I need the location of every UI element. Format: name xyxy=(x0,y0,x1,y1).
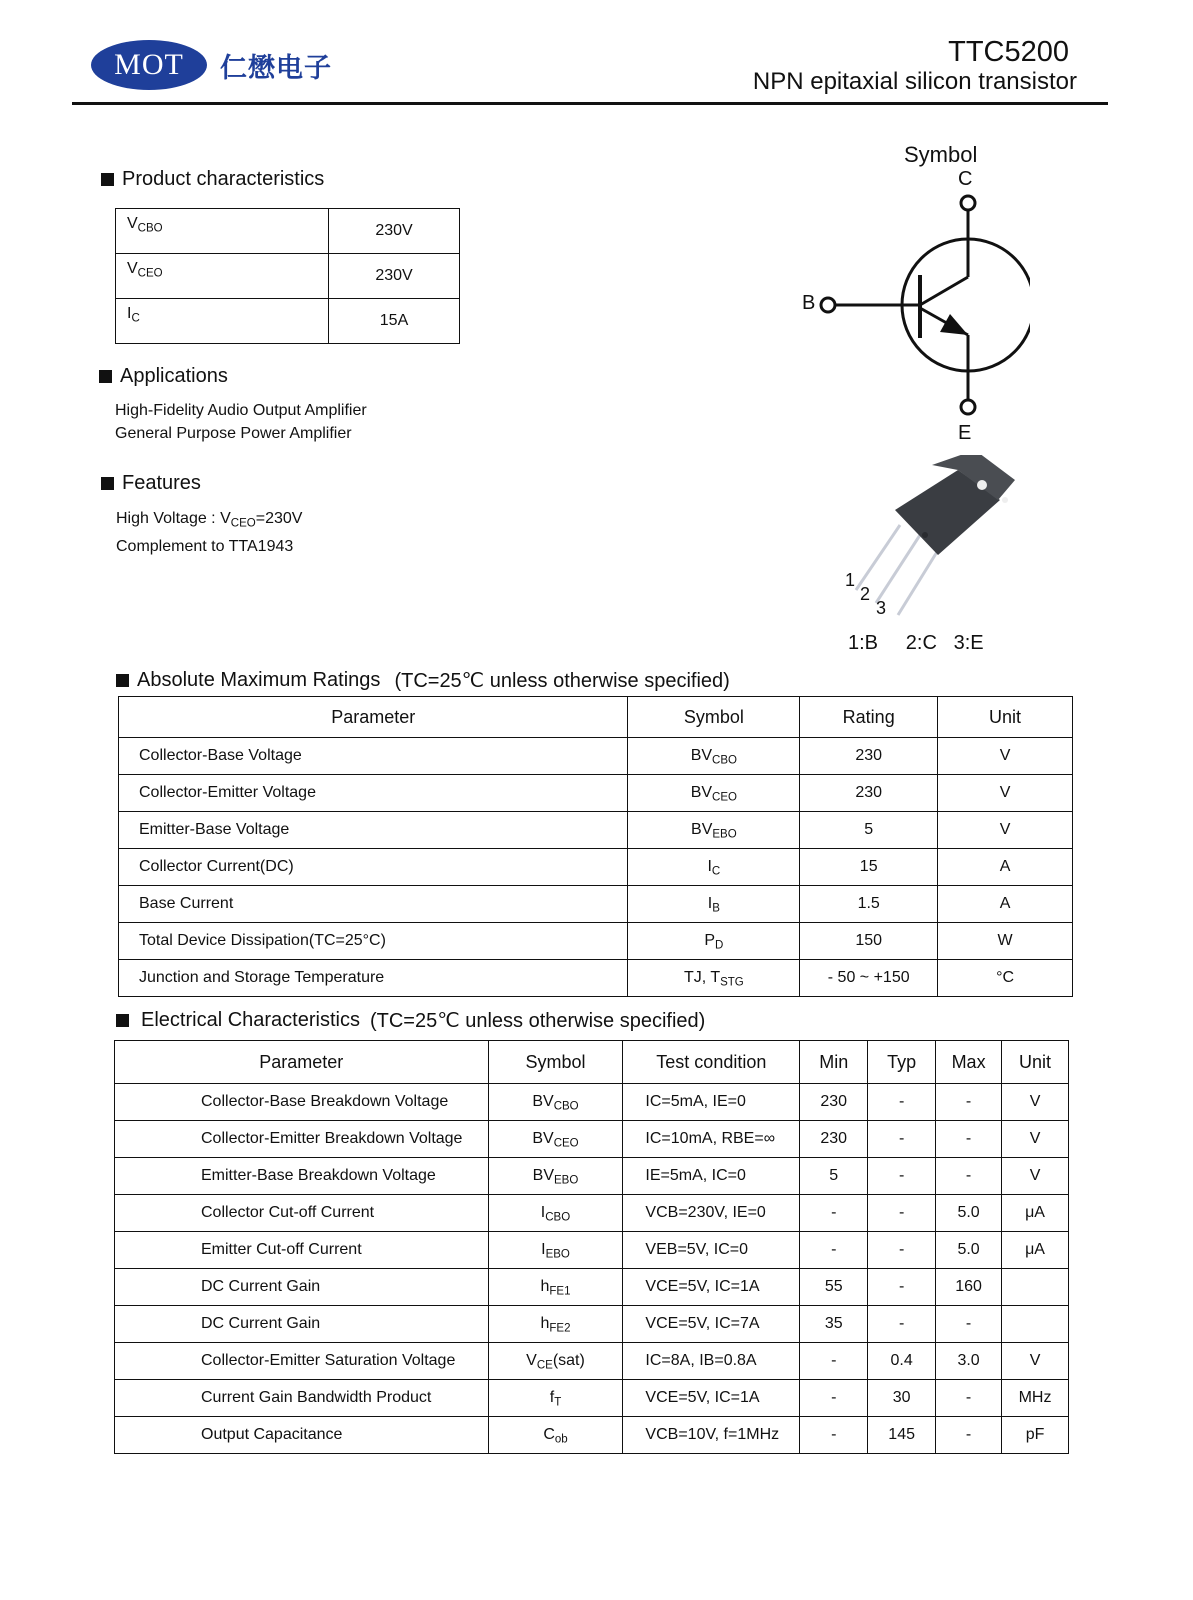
table-row: Collector Current(DC) $I_C$ 15 A xyxy=(119,849,1073,886)
list-item: Complement to TTA1943 xyxy=(116,538,294,555)
table-row: Emitter-Base Breakdown Voltage $BV_{EBO}$ IE=5mA, IC=0 5 - - V xyxy=(115,1158,1069,1195)
table-row: Junction and Storage Temperature TJ, $T_{STG}$ - 50 ~ +150 °C xyxy=(119,960,1073,997)
pin-map: 1:B 2:C 3:E xyxy=(848,632,984,654)
table-row: Collector-Emitter Voltage $BV_{CEO}$ 230 V xyxy=(119,775,1073,812)
table-row: Current Gain Bandwidth Product $f_T$ VCE=5V, IC=1A - 30 - MHz xyxy=(115,1380,1069,1417)
company-name-cn: 仁懋电子 xyxy=(220,53,332,83)
table-row: Collector-Emitter Saturation Voltage $V_{CE}(sat)$ IC=8A, IB=0.8A - 0.4 3.0 V xyxy=(115,1343,1069,1380)
applications-list xyxy=(115,399,367,445)
bullet-square-icon xyxy=(116,1014,129,1027)
abs-max-table xyxy=(118,696,1073,997)
table-row: $I_C$ 15A xyxy=(116,299,460,344)
table-row: Total Device Dissipation(TC=25°C) $P_D$ 150 W xyxy=(119,923,1073,960)
table-row: $V_{CBO}$ 230V xyxy=(116,209,460,254)
bullet-square-icon xyxy=(101,173,114,186)
table-row: Base Current $I_B$ 1.5 A xyxy=(119,886,1073,923)
header-divider xyxy=(72,102,1108,105)
pin3-label: 3 xyxy=(876,598,887,618)
symbol-title: Symbol xyxy=(904,142,978,167)
features-heading: Features xyxy=(101,472,201,495)
product-characteristics-heading: Product characteristics xyxy=(101,168,324,191)
list-item: High Voltage : $V_{CEO}=230V$ xyxy=(116,510,303,530)
npn-transistor-symbol-icon xyxy=(810,190,1030,420)
table-row: DC Current Gain $h_{FE2}$ VCE=5V, IC=7A 35 - - xyxy=(115,1306,1069,1343)
company-logo xyxy=(91,40,207,90)
features-list xyxy=(116,505,302,561)
electrical-heading: Electrical Characteristics (TC=25℃ unless otherwise specified) xyxy=(116,1008,705,1033)
part-number: TTC5200 xyxy=(948,36,1069,68)
table-row: Collector Cut-off Current $I_{CBO}$ VCB=230V, IE=0 - - 5.0 μA xyxy=(115,1195,1069,1232)
part-description: NPN epitaxial silicon transistor xyxy=(752,68,1077,95)
table-row: Collector-Base Voltage $BV_{CBO}$ 230 V xyxy=(119,738,1073,775)
product-characteristics-table xyxy=(115,208,460,344)
pin2-label: 2 xyxy=(860,584,871,604)
table-row: $V_{CEO}$ 230V xyxy=(116,254,460,299)
table-header-row: Parameter Symbol Rating Unit xyxy=(119,697,1073,738)
applications-heading: Applications xyxy=(99,365,228,388)
bullet-square-icon xyxy=(99,370,112,383)
logo-text: MOT xyxy=(114,48,184,81)
table-row: Collector-Emitter Breakdown Voltage $BV_{CEO}$ IC=10mA, RBE=∞ 230 - - V xyxy=(115,1121,1069,1158)
table-row: Output Capacitance $C_{ob}$ VCB=10V, f=1MHz - 145 - pF xyxy=(115,1417,1069,1454)
pin-b-label: B xyxy=(802,292,816,314)
pin1-label: 1 xyxy=(845,570,856,590)
list-item: High-Fidelity Audio Output Amplifier xyxy=(115,402,367,419)
list-item: General Purpose Power Amplifier xyxy=(115,425,352,442)
table-row: DC Current Gain $h_{FE1}$ VCE=5V, IC=1A 55 - 160 xyxy=(115,1269,1069,1306)
table-header-row: Parameter Symbol Test condition Min Typ Max Unit xyxy=(115,1041,1069,1084)
electrical-table xyxy=(114,1040,1069,1454)
table-row: Emitter Cut-off Current $I_{EBO}$ VEB=5V, IC=0 - - 5.0 μA xyxy=(115,1232,1069,1269)
table-row: Emitter-Base Voltage $BV_{EBO}$ 5 V xyxy=(119,812,1073,849)
table-row: Collector-Base Breakdown Voltage $BV_{CBO}$ IC=5mA, IE=0 230 - - V xyxy=(115,1084,1069,1121)
bullet-square-icon xyxy=(116,674,129,687)
abs-max-heading: Absolute Maximum Ratings (TC=25℃ unless otherwise specified) xyxy=(116,668,730,693)
pin-c-label: C xyxy=(958,168,973,190)
bullet-square-icon xyxy=(101,477,114,490)
pin-e-label: E xyxy=(958,422,972,444)
